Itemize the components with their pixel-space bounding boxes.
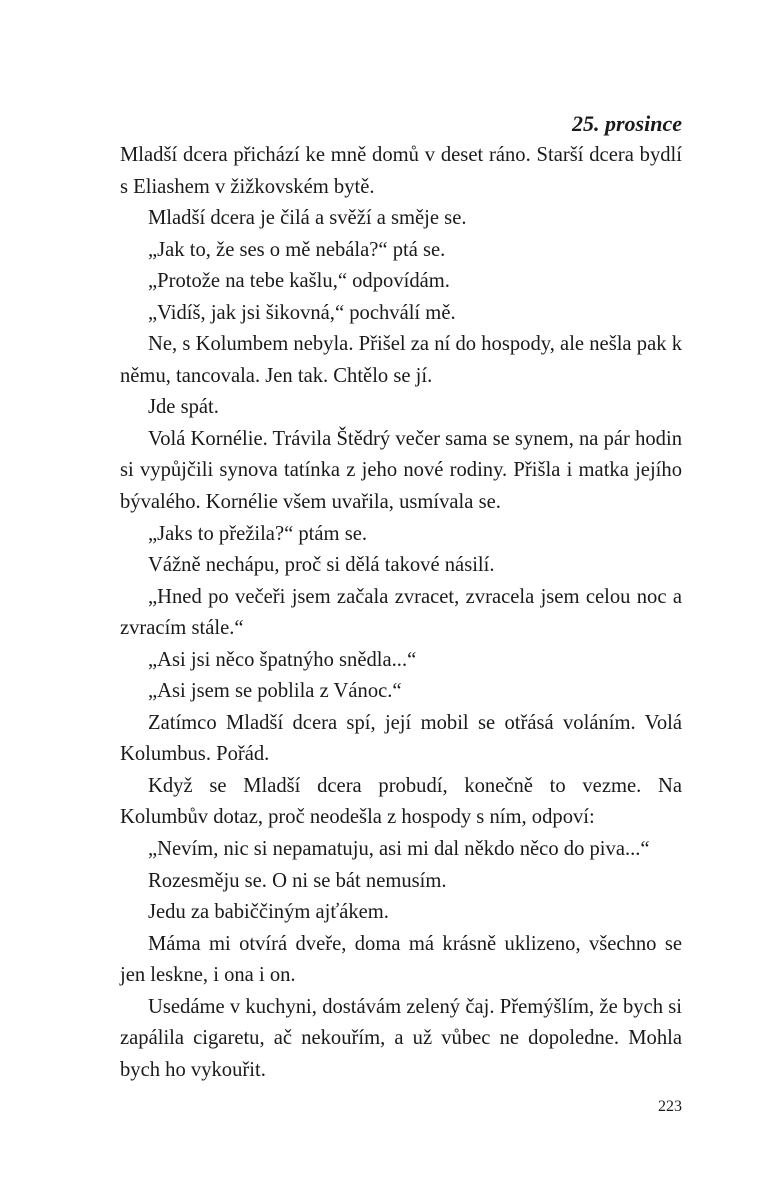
paragraph: Jde spát. xyxy=(148,396,219,419)
paragraph: „Nevím, nic si nepamatuju, asi mi dal někdo něco do piva...“ xyxy=(148,838,650,861)
paragraph: Ne, s Kolumbem nebyla. Přišel za ní do hospody, ale nešla pak k němu, tancovala. Jen tak. Chtělo se jí. xyxy=(120,333,682,387)
paragraph: Mladší dcera je čilá a svěží a směje se. xyxy=(148,207,467,230)
paragraph: „Jaks to přežila?“ ptám se. xyxy=(148,522,367,545)
paragraph: Usedáme v kuchyni, dostávám zelený čaj. Přemýšlím, že bych si zapálila cigaretu, ač nekouřím, a už vůbec ne dopoledne. Mohla bych ho vykouřit. xyxy=(120,995,682,1081)
paragraph: „Protože na tebe kašlu,“ odpovídám. xyxy=(148,270,450,293)
paragraph: Máma mi otvírá dveře, doma má krásně uklizeno, všechno se jen leskne, i ona i on. xyxy=(120,932,682,987)
paragraph: „Hned po večeři jsem začala zvracet, zvracela jsem celou noc a zvracím stále.“ xyxy=(120,585,682,640)
paragraph: „Jak to, že ses o mě nebála?“ ptá se. xyxy=(148,238,446,261)
page-content xyxy=(120,108,682,1086)
paragraph: Jedu za babiččiným ajťákem. xyxy=(148,901,389,924)
paragraph: Volá Kornélie. Trávila Štědrý večer sama se synem, na pár hodin si vypůjčili synova tatínka z jeho nové rodiny. Přišla i matka jejího bývalého. Kornélie všem uvařila, usmívala se. xyxy=(120,427,682,514)
paragraph: Vážně nechápu, proč si dělá takové násilí. xyxy=(148,554,495,577)
paragraph: Rozesměju se. O ni se bát nemusím. xyxy=(148,869,447,892)
paragraph: Mladší dcera přichází ke mně domů v deset ráno. Starší dcera bydlí s Eliashem v žižkovském bytě. xyxy=(120,144,682,198)
date-heading: 25. prosince xyxy=(572,111,682,136)
paragraph: „Asi jsem se poblila z Vánoc.“ xyxy=(148,680,402,703)
paragraph: Když se Mladší dcera probudí, konečně to vezme. Na Kolumbův dotaz, proč neodešla z hospody s ním, odpoví: xyxy=(120,774,682,829)
paragraph: „Asi jsi něco špatnýho snědla...“ xyxy=(148,648,417,671)
body-text xyxy=(120,140,682,1086)
paragraph: „Vidíš, jak jsi šikovná,“ pochválí mě. xyxy=(148,301,456,324)
paragraph: Zatímco Mladší dcera spí, její mobil se otřásá voláním. Volá Kolumbus. Pořád. xyxy=(120,711,682,766)
page-number: 223 xyxy=(658,1098,682,1115)
